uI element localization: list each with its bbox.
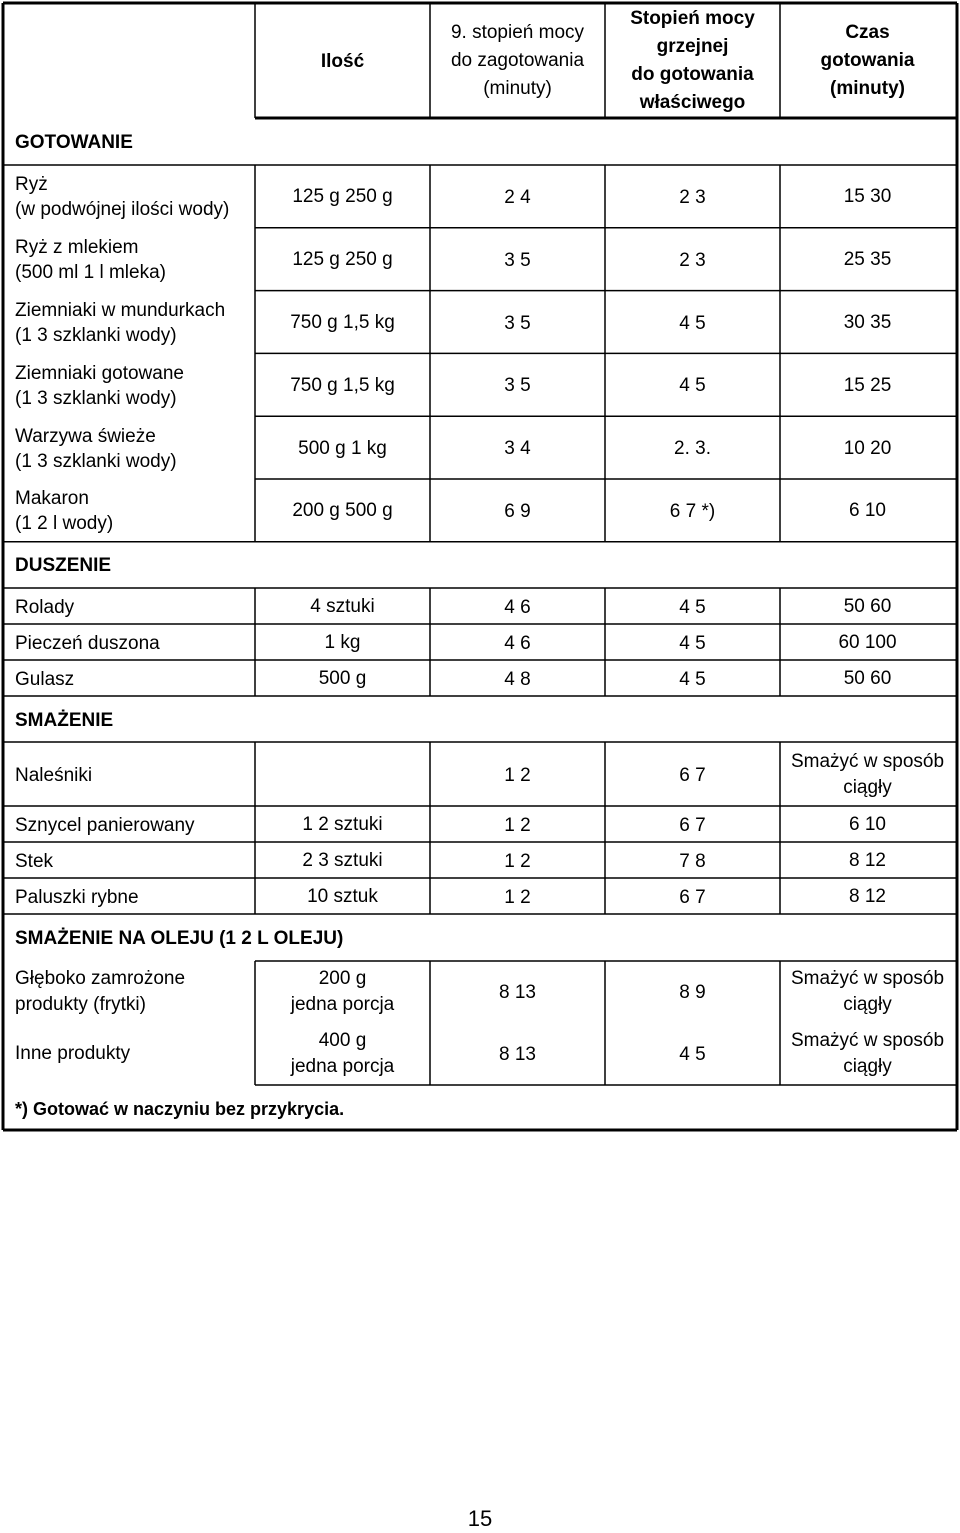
row-cooking-time: Smażyć w sposób ciągły [790, 1030, 945, 1077]
row-power-cook: 4 5 [679, 312, 706, 334]
footnote: *) Gotować w naczyniu bez przykrycia. [15, 1099, 345, 1119]
row-amount: 1 kg [324, 632, 361, 653]
row-product: Naleśniki [15, 764, 93, 786]
row-power-cook: 6 7 *) [669, 500, 716, 522]
row-amount: 750 g 1,5 kg [290, 374, 395, 396]
row-cooking-time: Smażyć w sposób ciągły [790, 751, 945, 798]
row-power-boil: 8 13 [499, 981, 536, 1003]
row-power-boil: 1 2 [504, 850, 531, 872]
header-amount: Ilość [320, 50, 365, 72]
row-power-boil: 3 5 [504, 249, 531, 271]
row-product: Makaron (1 2 l wody) [15, 488, 114, 535]
row-amount: 2 3 sztuki [302, 850, 383, 871]
row-amount: 200 g jedna porcja [290, 968, 395, 1015]
row-power-boil: 3 4 [504, 438, 531, 460]
row-power-boil: 3 5 [504, 375, 531, 397]
row-power-cook: 4 5 [679, 668, 706, 690]
row-power-boil: 3 5 [504, 312, 531, 334]
row-power-cook: 4 5 [679, 596, 706, 618]
row-power-boil: 6 9 [504, 500, 531, 522]
row-power-cook: 6 7 [679, 764, 706, 786]
row-power-boil: 4 8 [504, 668, 531, 690]
row-cooking-time: 10 20 [843, 437, 892, 459]
row-cooking-time: 8 12 [849, 850, 886, 871]
row-cooking-time: Smażyć w sposób ciągły [790, 968, 945, 1015]
row-cooking-time: 15 25 [843, 374, 892, 396]
row-cooking-time: 50 60 [843, 668, 892, 689]
row-product: Ryż (w podwójnej ilości wody) [15, 174, 230, 221]
row-cooking-time: 6 10 [849, 814, 886, 835]
row-power-cook: 7 8 [679, 850, 706, 872]
row-product: Pieczeń duszona [15, 632, 160, 654]
row-product: Ziemniaki gotowane (1 3 szklanki wody) [15, 362, 184, 409]
row-amount: 10 sztuk [307, 886, 378, 907]
row-cooking-time: 15 30 [843, 186, 892, 208]
row-cooking-time: 25 35 [843, 249, 892, 271]
row-amount: 4 sztuki [310, 596, 375, 617]
row-product: Sznycel panierowany [15, 814, 195, 836]
row-amount: 500 g [318, 668, 367, 689]
row-power-boil: 4 6 [504, 596, 531, 618]
row-power-boil: 1 2 [504, 814, 531, 836]
row-power-boil: 8 13 [499, 1043, 536, 1065]
row-cooking-time: 50 60 [843, 596, 892, 617]
row-product: Rolady [15, 596, 75, 618]
row-power-cook: 4 5 [679, 375, 706, 397]
row-power-cook: 6 7 [679, 886, 706, 908]
row-product: Paluszki rybne [15, 886, 139, 908]
row-power-cook: 2 3 [679, 249, 706, 271]
section-title-stewing: DUSZENIE [15, 554, 112, 576]
row-product: Inne produkty [15, 1043, 131, 1064]
row-power-cook: 8 9 [679, 981, 706, 1003]
row-product: Ryż z mlekiem (500 ml 1 l mleka) [15, 237, 166, 284]
section-title-boiling: GOTOWANIE [15, 131, 133, 153]
row-amount: 500 g 1 kg [298, 437, 387, 459]
row-power-cook: 4 5 [679, 632, 706, 654]
row-power-boil: 2 4 [504, 186, 531, 208]
row-cooking-time: 8 12 [849, 886, 886, 907]
row-power-cook: 6 7 [679, 814, 706, 836]
row-amount: 125 g 250 g [292, 249, 393, 271]
header-cooking-time: Czas gotowania (minuty) [820, 22, 915, 99]
header-power-boil: 9. stopień mocy do zagotowania (minuty) [450, 22, 585, 99]
row-cooking-time: 30 35 [843, 312, 892, 333]
row-product: Warzywa świeże (1 3 szklanki wody) [15, 425, 177, 472]
page-number: 15 [467, 1506, 493, 1531]
section-title-deep-frying: SMAŻENIE NA OLEJU (1 2 L OLEJU) [15, 927, 344, 949]
row-amount: 400 g jedna porcja [290, 1030, 395, 1077]
row-product: Ziemniaki w mundurkach (1 3 szklanki wody) [15, 300, 226, 346]
row-product: Stek [15, 850, 54, 872]
row-product: Gulasz [15, 668, 75, 690]
row-power-cook: 4 5 [679, 1043, 706, 1065]
row-amount: 1 2 sztuki [302, 814, 383, 835]
row-power-boil: 1 2 [504, 886, 531, 908]
header-power-cook: Stopień mocy grzejnej do gotowania właściwego [630, 8, 755, 113]
row-power-cook: 2 3 [679, 186, 706, 208]
row-power-boil: 1 2 [504, 764, 531, 786]
row-power-boil: 4 6 [504, 632, 531, 654]
row-amount: 200 g 500 g [292, 500, 393, 522]
row-cooking-time: 6 10 [849, 500, 886, 522]
row-cooking-time: 60 100 [838, 632, 897, 653]
row-amount: 125 g 250 g [292, 186, 393, 208]
row-product: Głęboko zamrożone produkty (frytki) [15, 968, 186, 1015]
row-amount: 750 g 1,5 kg [290, 312, 395, 333]
section-title-frying: SMAŻENIE [15, 709, 114, 731]
row-power-cook: 2. 3. [674, 438, 711, 460]
